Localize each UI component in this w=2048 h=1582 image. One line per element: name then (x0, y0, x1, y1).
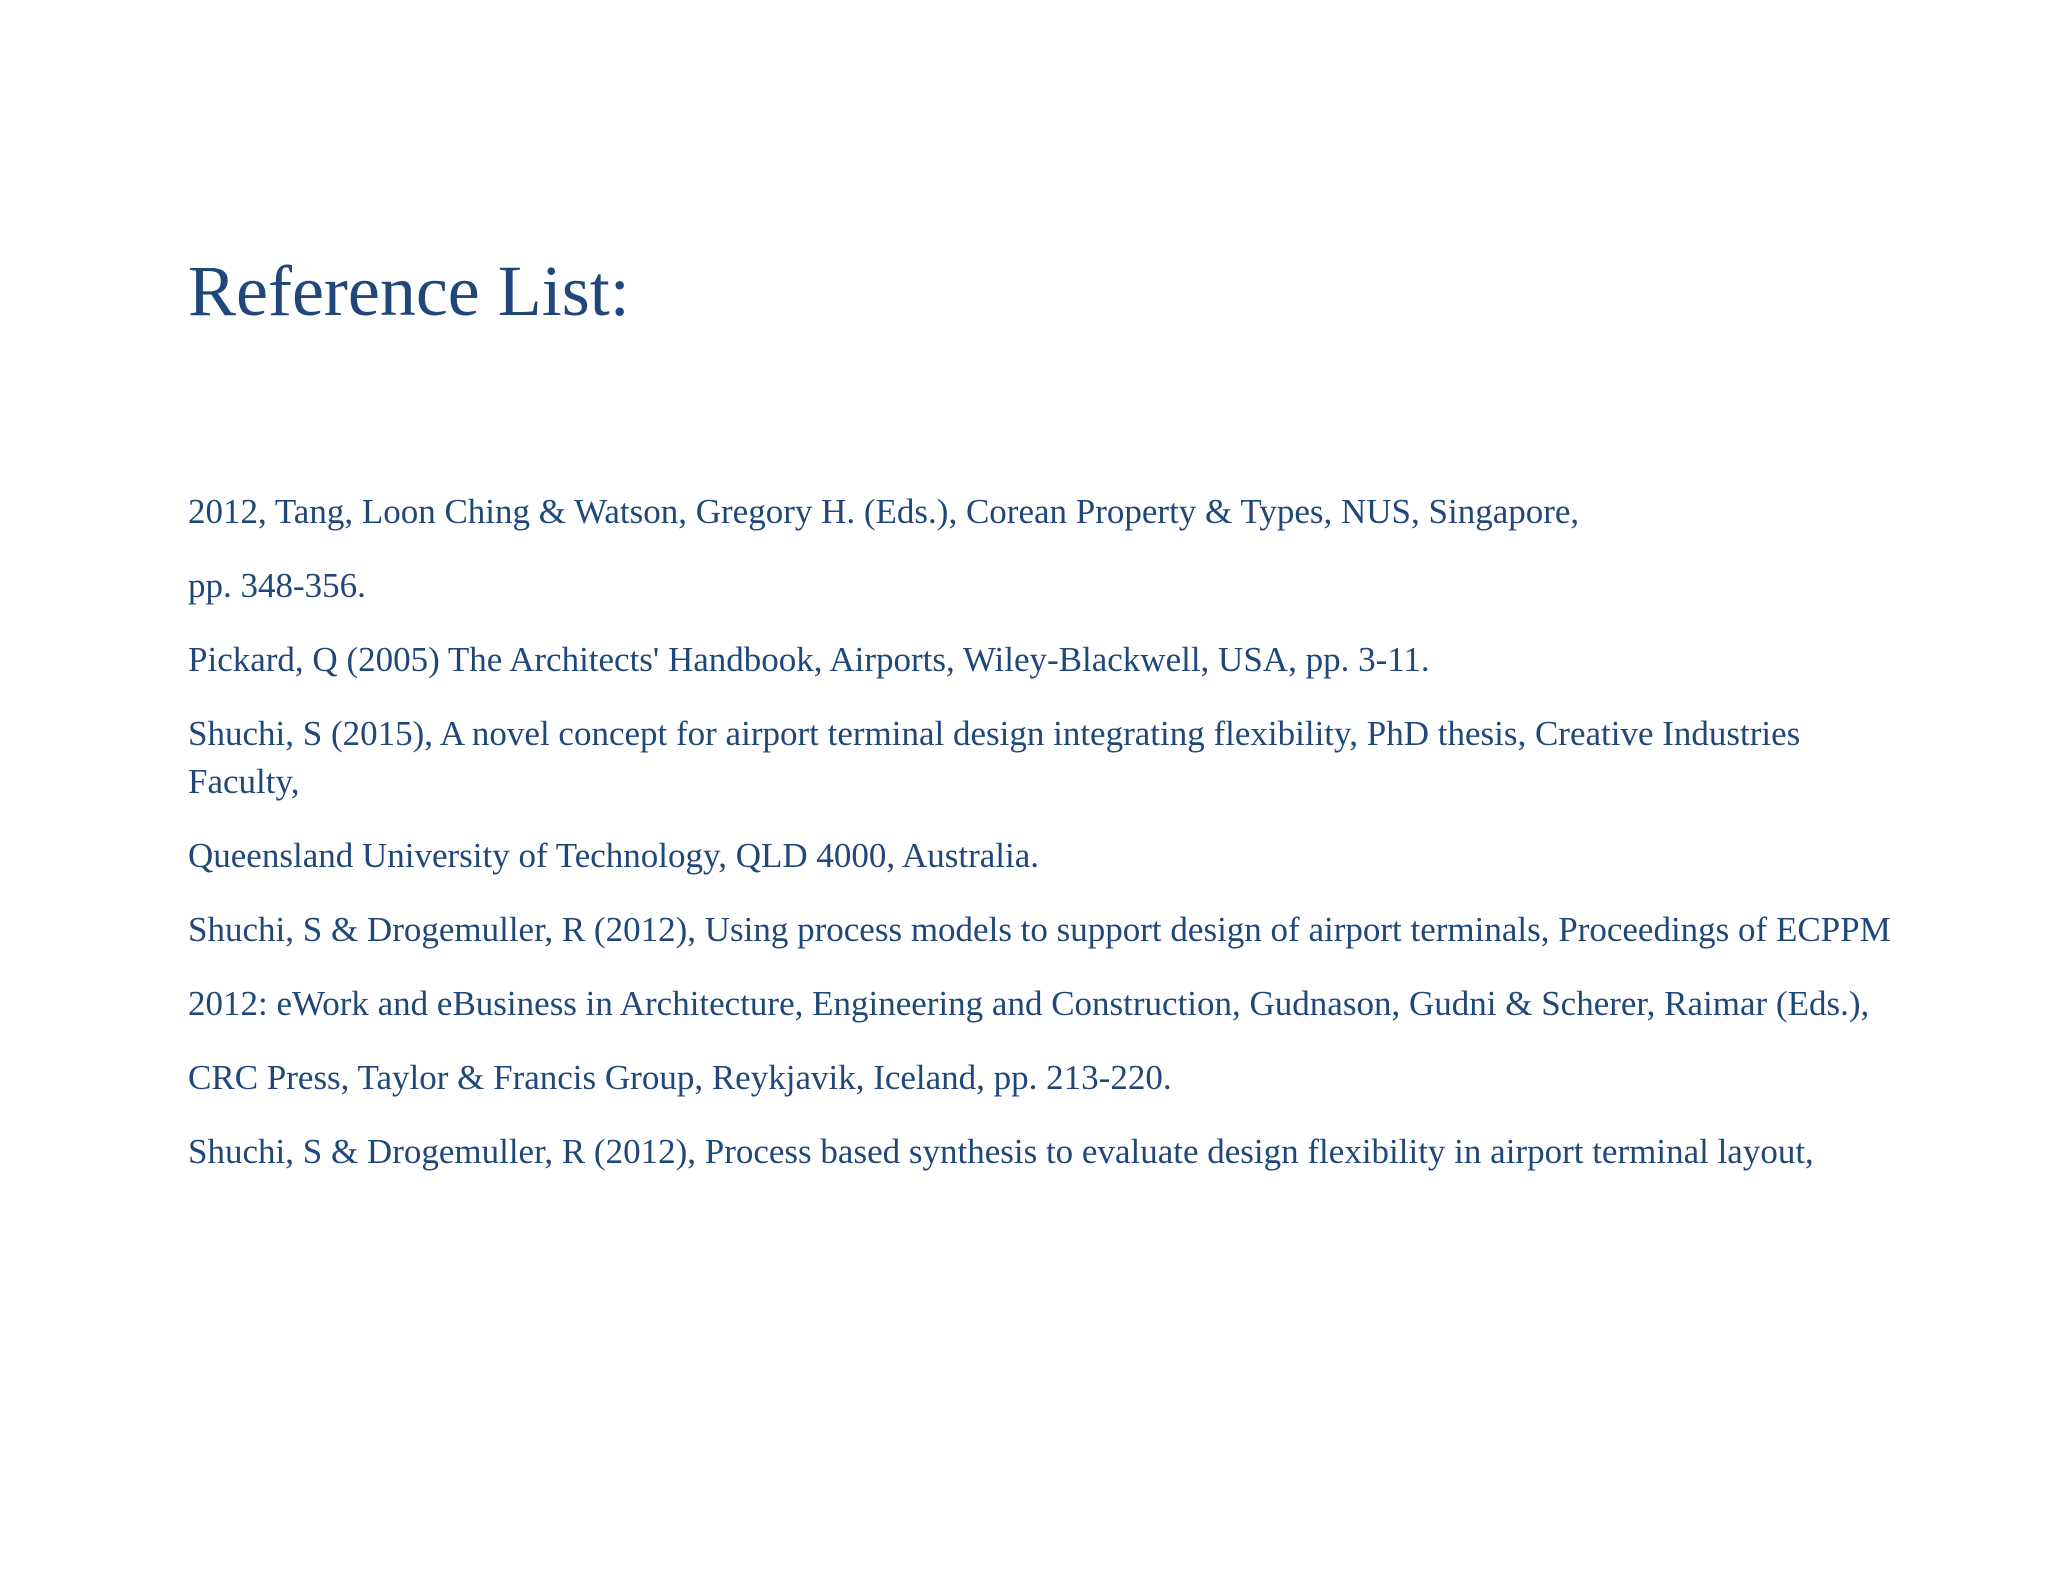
reference-list (188, 488, 1908, 1202)
reference-line: pp. 348-356. (188, 566, 366, 605)
reference-line: Pickard, Q (2005) The Architects' Handbook, Airports, Wiley-Blackwell, USA, pp. 3-11. (188, 640, 1430, 679)
reference-line: 2012: eWork and eBusiness in Architecture, Engineering and Construction, Gudnason, Gudni & Scherer, Raimar (Eds.), (188, 984, 1870, 1023)
page-title: Reference List: (188, 251, 630, 331)
reference-line: CRC Press, Taylor & Francis Group, Reykjavik, Iceland, pp. 213-220. (188, 1058, 1172, 1097)
reference-line: Shuchi, S (2015), A novel concept for airport terminal design integrating flexibility, PhD thesis, Creative Industries Faculty, (188, 714, 1801, 801)
reference-line: Shuchi, S & Drogemuller, R (2012), Using process models to support design of airport terminals, Proceedings of ECPPM (188, 910, 1891, 949)
reference-line: 2012, Tang, Loon Ching & Watson, Gregory H. (Eds.), Corean Property & Types, NUS, Singapore, (188, 492, 1580, 531)
reference-line: Queensland University of Technology, QLD 4000, Australia. (188, 836, 1040, 875)
reference-line: Shuchi, S & Drogemuller, R (2012), Process based synthesis to evaluate design flexibility in airport terminal layout, (188, 1132, 1814, 1171)
